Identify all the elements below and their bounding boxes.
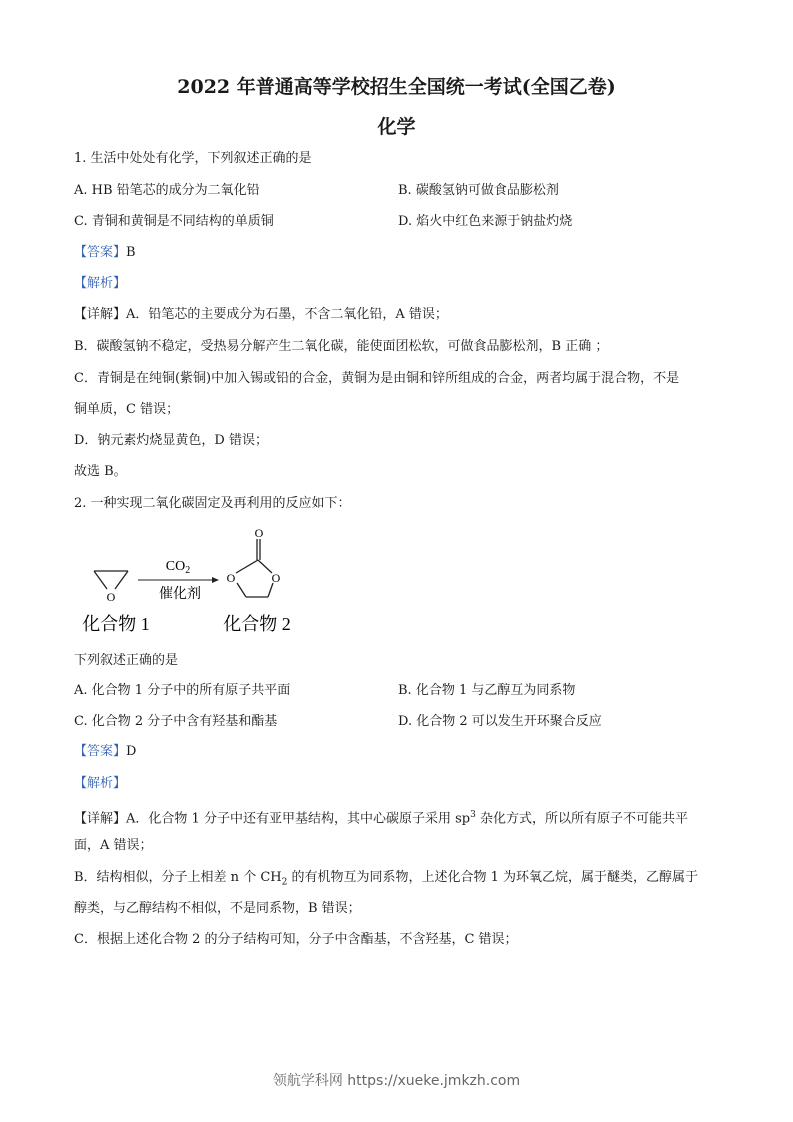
reagent-co2: $CO_2$: [165, 559, 191, 576]
q1-detail-line: C．青铜是在纯铜(紫铜)中加入锡或铅的合金，黄铜为是由铜和锌所组成的合金，两者均属于混合物，不是: [74, 371, 680, 386]
q2-detail-line: B．结构相似，分子上相差 n 个 $CH_2$ 的有机物互为同系物，上述化合物 1 为环氧乙烷，属于醚类，乙醇属于: [74, 870, 699, 888]
epoxide-oxygen: O: [106, 590, 116, 604]
compound2-label: 化合物 2: [223, 614, 291, 634]
q2-stem: 2. 一种实现二氧化碳固定及再利用的反应如下：: [74, 496, 351, 511]
q2-detail-line: 【详解】A．化合物 1 分子中还有亚甲基结构，其中心碳原子采用 $sp^3$ 杂化方式，所以所有原子不可能共平: [74, 810, 688, 827]
carbonate-structure: [236, 539, 273, 597]
q2-answer: [74, 743, 724, 761]
ring-oxygen-left: O: [226, 571, 236, 585]
q2-analysis-tag: 【解析】: [74, 776, 127, 791]
q1-stem: 1. 生活中处处有化学，下列叙述正确的是: [74, 151, 312, 166]
exam-title: 2022 年普通高等学校招生全国统一考试(全国乙卷): [177, 76, 616, 98]
answer-value: D: [126, 744, 137, 759]
q2-option-c: C. 化合物 2 分子中含有羟基和酯基: [74, 714, 278, 729]
footer-watermark: 领航学科网 https://xueke.jmkzh.com: [272, 1073, 521, 1089]
q1-detail-line: D．钠元素灼烧显黄色，D 错误；: [74, 433, 268, 448]
q2-option-a: A. 化合物 1 分子中的所有原子共平面: [74, 683, 291, 698]
q2-detail-line: C．根据上述化合物 2 的分子结构可知，分子中含酯基，不含羟基，C 错误；: [74, 932, 518, 947]
q2-detail-line: 面，A 错误；: [74, 838, 153, 853]
q1-detail-line: 铜单质，C 错误；: [74, 402, 180, 417]
q2-option-b: B. 化合物 1 与乙醇互为同系物: [398, 683, 576, 698]
answer-value: B: [126, 245, 136, 260]
answer-tag: 【答案】: [74, 245, 127, 260]
q1-option-c: C. 青铜和黄铜是不同结构的单质铜: [74, 214, 274, 229]
epoxide-structure: [94, 571, 128, 589]
reaction-arrow: [138, 577, 219, 583]
q1-detail-line: 【详解】A．铅笔芯的主要成分为石墨，不含二氧化铅，A 错误；: [74, 307, 448, 322]
answer-tag: 【答案】: [74, 744, 127, 759]
ring-oxygen-right: O: [271, 571, 281, 585]
q1-detail-line: B．碳酸氢钠不稳定，受热易分解产生二氧化碳，能使面团松软，可做食品膨松剂，B 正确 ；: [74, 339, 609, 354]
q2-detail-line: 醇类，与乙醇结构不相似，不是同系物，B 错误；: [74, 901, 361, 916]
q1-answer: [74, 244, 724, 262]
q2-question: 下列叙述正确的是: [74, 653, 179, 668]
carbonyl-oxygen: O: [254, 526, 264, 540]
q1-option-a: A. HB 铅笔芯的成分为二氧化铅: [74, 183, 260, 198]
q1-option-d: D. 焰火中红色来源于钠盐灼烧: [398, 214, 573, 229]
q2-option-d: D. 化合物 2 可以发生开环聚合反应: [398, 714, 602, 729]
q1-option-b: B. 碳酸氢钠可做食品膨松剂: [398, 183, 559, 198]
subject-title: 化学: [377, 116, 416, 138]
compound1-label: 化合物 1: [82, 614, 150, 634]
q1-analysis-tag: 【解析】: [74, 276, 127, 291]
q1-detail-line: 故选 B。: [74, 464, 127, 479]
reaction-diagram: [74, 525, 314, 640]
catalyst-label: 催化剂: [159, 587, 201, 602]
